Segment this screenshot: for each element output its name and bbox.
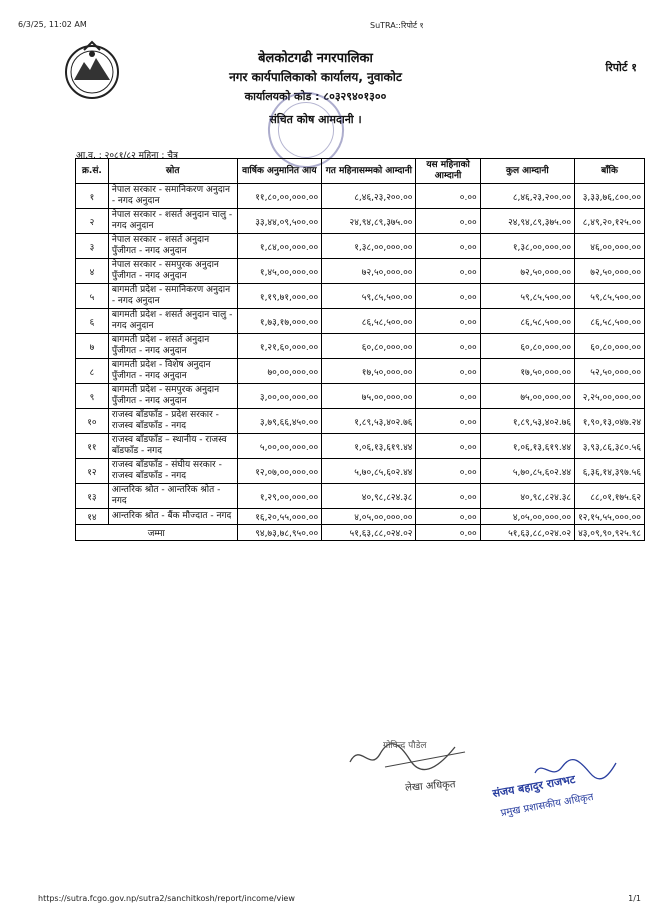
row-prev: ७२,५०,०००.०० [322,259,416,284]
row-total: १,८९,५३,४०२.७६ [480,409,574,434]
total-row [76,525,645,541]
row-annual: १,८४,००,०००.०० [237,234,322,259]
row-balance: ५२,५०,०००.०० [575,359,645,384]
row-balance: ४६,००,०००.०० [575,234,645,259]
row-prev: ७५,००,०००.०० [322,384,416,409]
row-this-month: ०.०० [416,209,480,234]
row-total: ६०,८०,०००.०० [480,334,574,359]
row-total: ४,०५,००,०००.०० [480,509,574,525]
row-sn: १३ [76,484,109,509]
row-this-month: ०.०० [416,309,480,334]
row-source: बागमती प्रदेश - समपुरक अनुदान पुँजीगत - नगद अनुदान [108,384,237,409]
row-annual: ३,७९,६६,४५०.०० [237,409,322,434]
row-this-month: ०.०० [416,234,480,259]
row-annual: ५,००,००,०००.०० [237,434,322,459]
col-header-total: कुल आम्दानी [480,159,574,184]
col-header-source: स्रोत [108,159,237,184]
print-datetime: 6/3/25, 11:02 AM [18,20,87,29]
row-source: राजस्व बाँडफाँड – स्थानीय - राजस्व बाँडफाँड - नगद [108,434,237,459]
office-name: नगर कार्यपालिकाको कार्यालय, नुवाकोट [229,70,402,84]
table-row [76,209,645,234]
row-this-month: ०.०० [416,459,480,484]
row-annual: १,४५,००,०००.०० [237,259,322,284]
row-this-month: ०.०० [416,484,480,509]
table-row [76,509,645,525]
footer-url: https://sutra.fcgo.gov.np/sutra2/sanchitkosh/report/income/view [38,894,295,903]
table-row [76,309,645,334]
row-sn: ८ [76,359,109,384]
row-annual: १२,०७,००,०००.०० [237,459,322,484]
row-balance: ३,९३,८६,३८०.५६ [575,434,645,459]
row-source: बागमती प्रदेश - शसर्त अनुदान चालु - नगद अनुदान [108,309,237,334]
table-row [76,409,645,434]
row-sn: ९ [76,384,109,409]
row-annual: १६,२०,५५,०००.०० [237,509,322,525]
row-sn: ७ [76,334,109,359]
row-balance: ६०,८०,०००.०० [575,334,645,359]
row-this-month: ०.०० [416,259,480,284]
office-code: कार्यालयको कोड : ८०३२९४०१३०० [244,90,387,103]
col-header-prev: गत महिनासम्मको आम्दानी [322,159,416,184]
row-total: ८,४६,२३,२००.०० [480,184,574,209]
row-balance: ८८,०१,१७५.६२ [575,484,645,509]
row-annual: ११,८०,००,०००.०० [237,184,322,209]
row-prev: १,८९,५३,४०२.७६ [322,409,416,434]
fiscal-period: आ.व. : २०८१/८२ महिना : चैत्र [76,151,178,161]
table-row [76,359,645,384]
row-balance: ७२,५०,०००.०० [575,259,645,284]
table-row [76,284,645,309]
total-balance: ४३,०९,९०,९२५.९८ [575,525,645,541]
table-header-row [76,159,645,184]
report-title: संचित कोष आमदानी । [269,113,362,126]
row-total: ८६,५८,५००.०० [480,309,574,334]
footer-page-number: 1/1 [628,894,641,903]
row-annual: ३३,४४,०९,५००.०० [237,209,322,234]
row-source: आन्तरिक श्रोत - आन्तरिक श्रोत - नगद [108,484,237,509]
col-header-sn: क्र.सं. [76,159,109,184]
cao-name: संजय बहादुर राजभट [491,772,577,801]
col-header-balance: बाँकि [575,159,645,184]
row-prev: ५,७०,८५,६०२.४४ [322,459,416,484]
row-this-month: ०.०० [416,434,480,459]
cao-title: प्रमुख प्रशासकीय अधिकृत [500,791,595,820]
row-sn: ११ [76,434,109,459]
row-source: नेपाल सरकार - शसर्त अनुदान पुँजीगत - नगद अनुदान [108,234,237,259]
row-this-month: ०.०० [416,359,480,384]
row-sn: १४ [76,509,109,525]
accounts-officer-name: गोविन्द पौडेल [383,741,427,751]
row-prev: ८६,५८,५००.०० [322,309,416,334]
row-prev: ४०,९८,८२४.३८ [322,484,416,509]
row-total: १७,५०,०००.०० [480,359,574,384]
row-total: ५९,८५,५००.०० [480,284,574,309]
row-balance: १२,१५,५५,०००.०० [575,509,645,525]
row-annual: ३,००,००,०००.०० [237,384,322,409]
municipality-name: बेलकोटगढी नगरपालिका [258,51,373,66]
income-table [75,158,645,541]
row-sn: ४ [76,259,109,284]
accounts-officer-title: लेखा अधिकृत [404,779,456,794]
table-row [76,434,645,459]
row-annual: १,७३,१७,०००.०० [237,309,322,334]
row-balance: ६,३६,१४,३९७.५६ [575,459,645,484]
row-source: नेपाल सरकार - शसर्त अनुदान चालु - नगद अनुदान [108,209,237,234]
row-prev: १७,५०,०००.०० [322,359,416,384]
row-source: नेपाल सरकार - समपुरक अनुदान पुँजीगत - नगद अनुदान [108,259,237,284]
row-annual: १,२१,६०,०००.०० [237,334,322,359]
row-prev: २४,९४,८९,३७५.०० [322,209,416,234]
row-this-month: ०.०० [416,409,480,434]
row-prev: ६०,८०,०००.०० [322,334,416,359]
row-balance: २,२५,००,०००.०० [575,384,645,409]
row-sn: ५ [76,284,109,309]
row-prev: १,३८,००,०००.०० [322,234,416,259]
row-this-month: ०.०० [416,284,480,309]
col-header-annual: वार्षिक अनुमानित आय [237,159,322,184]
row-source: बागमती प्रदेश - विशेष अनुदान पुँजीगत - नगद अनुदान [108,359,237,384]
row-sn: १ [76,184,109,209]
row-prev: ५९,८५,५००.०० [322,284,416,309]
accounts-officer-signature [345,732,475,792]
row-sn: १० [76,409,109,434]
row-source: बागमती प्रदेश - शसर्त अनुदान पुँजीगत - नगद अनुदान [108,334,237,359]
row-this-month: ०.०० [416,334,480,359]
row-balance: ८६,५८,५००.०० [575,309,645,334]
row-sn: २ [76,209,109,234]
row-annual: १,१९,७१,०००.०० [237,284,322,309]
row-sn: ६ [76,309,109,334]
table-row [76,384,645,409]
row-total: ४०,९८,८२४.३८ [480,484,574,509]
total-this-month: ०.०० [416,525,480,541]
row-sn: १२ [76,459,109,484]
row-this-month: ०.०० [416,184,480,209]
table-row [76,234,645,259]
row-annual: १,२९,००,०००.०० [237,484,322,509]
table-row [76,184,645,209]
row-source: राजस्व बाँडफाँड - प्रदेश सरकार - राजस्व बाँडफाँड - नगद [108,409,237,434]
row-balance: ५९,८५,५००.०० [575,284,645,309]
table-row [76,484,645,509]
col-header-this-month: यस महिनाको आम्दानी [416,159,480,184]
row-prev: ४,०५,००,०००.०० [322,509,416,525]
total-total: ५१,६३,८८,०२४.०२ [480,525,574,541]
row-total: २४,९४,८९,३७५.०० [480,209,574,234]
total-annual: ९४,७३,७८,९५०.०० [237,525,322,541]
row-total: १,०६,१३,६१९.४४ [480,434,574,459]
row-balance: १,९०,१३,०४७.२४ [575,409,645,434]
row-annual: ७०,००,०००.०० [237,359,322,384]
row-balance: ३,३३,७६,८००.०० [575,184,645,209]
row-source: राजस्व बाँडफाँड - संघीय सरकार - राजस्व बाँडफाँड - नगद [108,459,237,484]
row-source: नेपाल सरकार - समानिकरण अनुदान - नगद अनुदान [108,184,237,209]
print-title: SuTRA::रिपोर्ट १ [370,21,424,30]
row-total: ५,७०,८५,६०२.४४ [480,459,574,484]
row-balance: ८,४९,२०,१२५.०० [575,209,645,234]
report-number: रिपोर्ट १ [605,61,637,74]
row-prev: ८,४६,२३,२००.०० [322,184,416,209]
table-row [76,459,645,484]
row-source: बागमती प्रदेश - समानिकरण अनुदान - नगद अनुदान [108,284,237,309]
row-source: आन्तरिक श्रोत - बैंक मौज्दात - नगद [108,509,237,525]
row-prev: १,०६,१३,६१९.४४ [322,434,416,459]
row-total: ७२,५०,०००.०० [480,259,574,284]
table-row [76,334,645,359]
row-sn: ३ [76,234,109,259]
table-row [76,259,645,284]
row-total: १,३८,००,०००.०० [480,234,574,259]
row-this-month: ०.०० [416,384,480,409]
row-total: ७५,००,०००.०० [480,384,574,409]
cao-signature [470,755,650,820]
row-this-month: ०.०० [416,509,480,525]
total-prev: ५१,६३,८८,०२४.०२ [322,525,416,541]
total-label: जम्मा [76,525,238,541]
